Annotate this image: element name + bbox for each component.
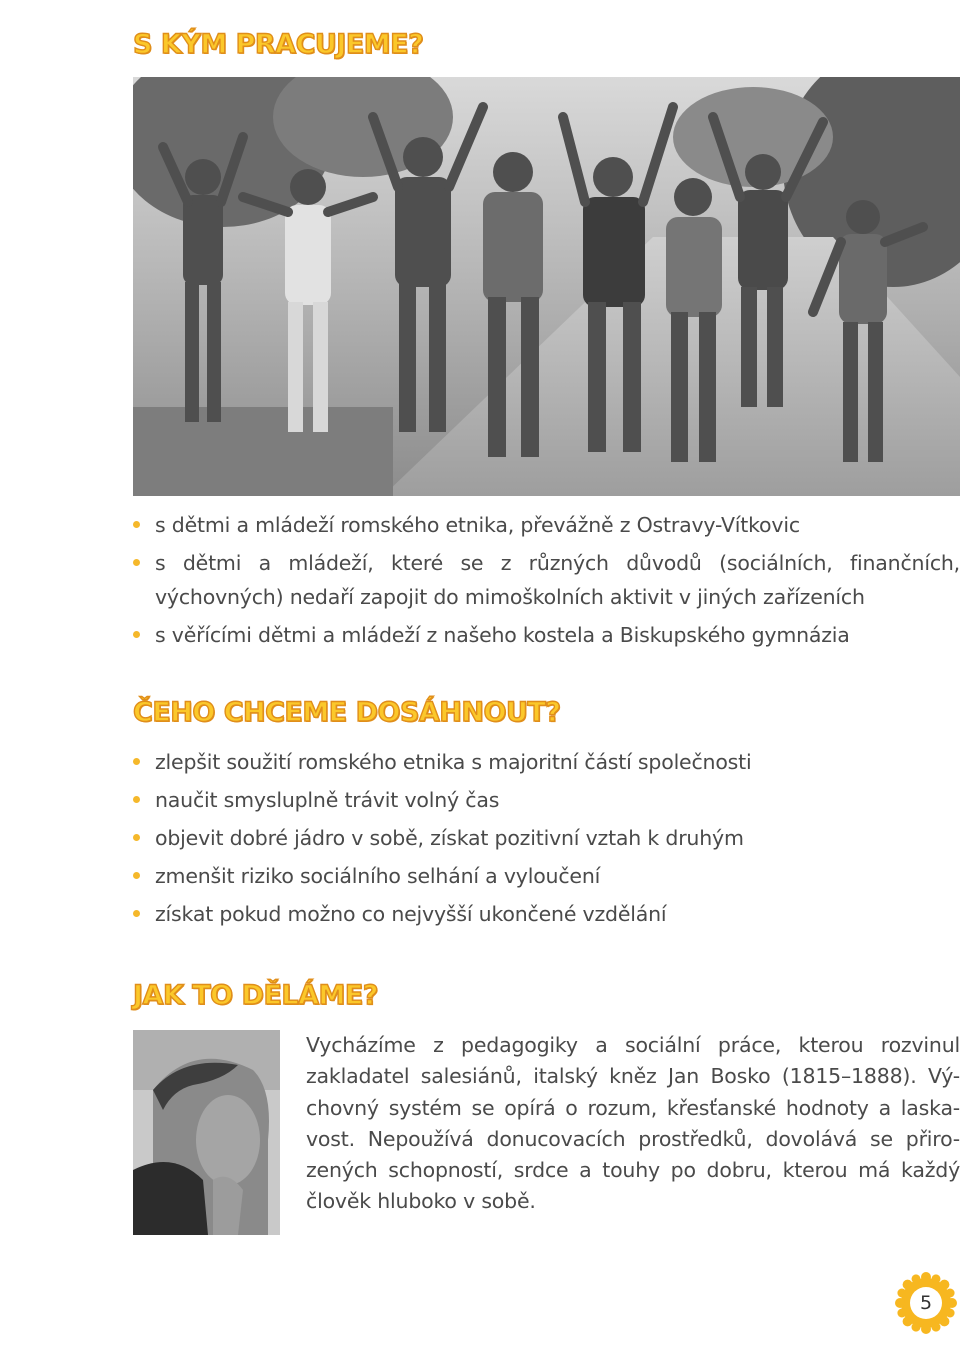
page-number: 5 — [919, 1292, 933, 1314]
portrait-photo — [133, 1030, 280, 1235]
bullet-icon — [133, 834, 140, 841]
bullet-icon — [133, 910, 140, 917]
children-running-photo — [133, 77, 960, 496]
list-item: získat pokud možno co nejvyšší ukončené vzdělání — [133, 897, 960, 931]
list-item: s dětmi a mládeží, které se z různých důvodů (sociálních, finančních, výchovných) nedaří zapojit do mimoškolních aktivit v jiných zařízeních — [133, 546, 960, 614]
bullet-icon — [133, 631, 140, 638]
list-item: naučit smysluplně trávit volný čas — [133, 783, 960, 817]
who-list — [133, 508, 960, 656]
bullet-icon — [133, 559, 140, 566]
list-item: objevit dobré jádro v sobě, získat pozitivní vztah k druhým — [133, 821, 960, 855]
list-item: zlepšit soužití romského etnika s majoritní částí společnosti — [133, 745, 960, 779]
bullet-icon — [133, 521, 140, 528]
bullet-icon — [133, 758, 140, 765]
goals-list — [133, 745, 960, 935]
list-item: s dětmi a mládeží romského etnika, převážně z Ostravy-Vítkovic — [133, 508, 960, 542]
bullet-icon — [133, 872, 140, 879]
section-heading-who: S KÝM PRACUJEME? — [133, 29, 424, 60]
list-item: s věřícími dětmi a mládeží z našeho kostela a Biskupského gymnázia — [133, 618, 960, 652]
method-paragraph: Vycházíme z pedagogiky a sociální práce, kterou rozvinul zakladatel salesiánů, italský kněz Jan Bosko (1815–1888). Vý- chovný systém se opírá o rozum, křesťanské hodnoty a laska- vost. Nepoužívá donucovacích prostředků, dovolává se přiro- zených schopností, srdce a touhy po dobru, kterou má každý člověk hluboko v sobě. — [306, 1033, 960, 1214]
list-item: zmenšit riziko sociálního selhání a vyloučení — [133, 859, 960, 893]
bullet-icon — [133, 796, 140, 803]
section-heading-goals: ČEHO CHCEME DOSÁHNOUT? — [133, 697, 561, 728]
page-number-badge — [895, 1272, 957, 1334]
section-heading-how: JAK TO DĚLÁME? — [133, 980, 378, 1011]
